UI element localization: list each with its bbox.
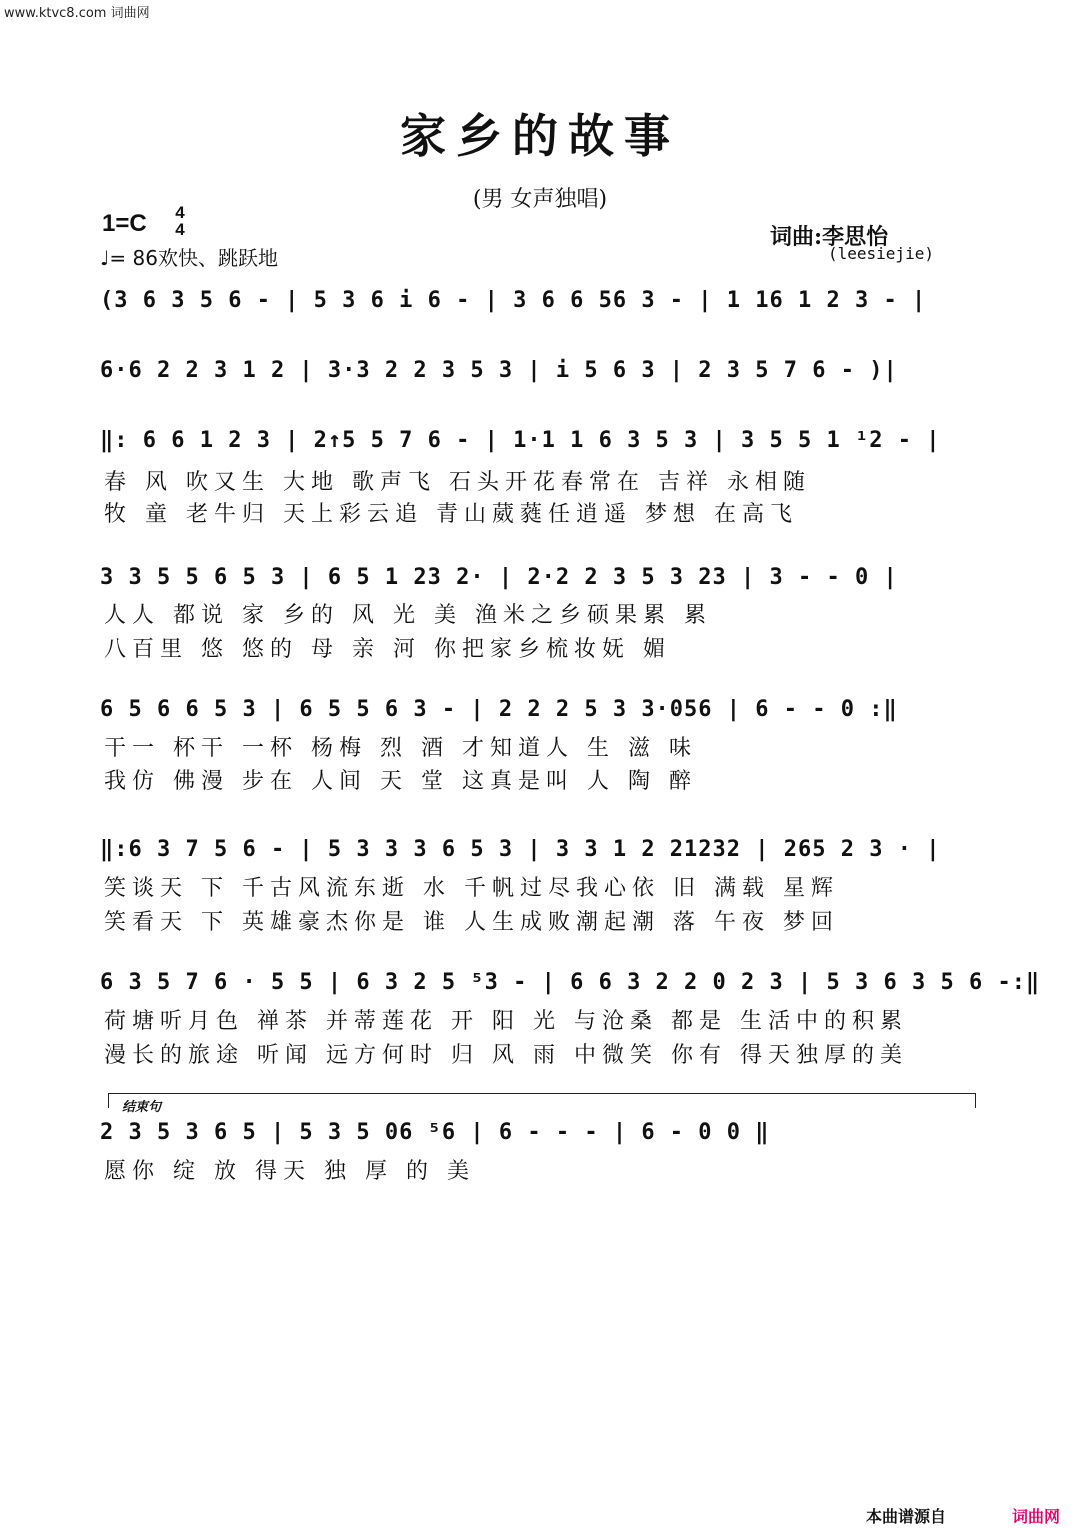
notation-line: ‖:6 3 7 5 6 - | 5 3 3 3 6 5 3 | 3 3 1 2 21232 | 265 2 3 · | bbox=[100, 837, 941, 862]
ending-bracket bbox=[108, 1093, 976, 1108]
lyric-line: 春 风 吹又生 大地 歌声飞 石头开花春常在 吉祥 永相随 bbox=[104, 470, 811, 495]
lyric-line: 干一 杯干 一杯 杨梅 烈 酒 才知道人 生 滋 味 bbox=[104, 736, 697, 761]
time-signature-top: 4 bbox=[175, 203, 185, 222]
ending-label: 结束句 bbox=[122, 1100, 162, 1115]
notation-line: 6 5 6 6 5 3 | 6 5 5 6 3 - | 2 2 2 5 3 3·056 | 6 - - 0 :‖ bbox=[100, 697, 898, 722]
lyric-line: 八百里 悠 悠的 母 亲 河 你把家乡梳妆妩 媚 bbox=[104, 637, 671, 662]
lyric-line: 愿你 绽 放 得天 独 厚 的 美 bbox=[104, 1159, 475, 1184]
notation-line: 6 3 5 7 6 · 5 5 | 6 3 2 5 ⁵3 - | 6 6 3 2 2 0 2 3 | 5 3 6 3 5 6 -:‖ bbox=[100, 970, 1041, 995]
notation-line: 3 3 5 5 6 5 3 | 6 5 1 23 2· | 2·2 2 3 5 3 23 | 3 - - 0 | bbox=[100, 565, 898, 590]
key-signature: 1=C bbox=[102, 210, 147, 237]
notation-line: ‖: 6 6 1 2 3 | 2↑5 5 7 6 - | 1·1 1 6 3 5 3 | 3 5 5 1 ¹2 - | bbox=[100, 428, 941, 453]
lyric-line: 牧 童 老牛归 天上彩云追 青山葳蕤任逍遥 梦想 在高飞 bbox=[104, 502, 798, 527]
song-subtitle: (男 女声独唱) bbox=[472, 187, 608, 212]
song-title: 家乡的故事 bbox=[400, 109, 680, 163]
notation-line: 6·6 2 2 3 1 2 | 3·3 2 2 3 5 3 | i 5 6 3 | 2 3 5 7 6 - )| bbox=[100, 358, 898, 383]
footer-source-text: 本曲谱源自 bbox=[866, 1507, 947, 1526]
lyric-line: 笑谈天 下 千古风流东逝 水 千帆过尽我心依 旧 满载 星辉 bbox=[104, 876, 839, 901]
notation-line: 2 3 5 3 6 5 | 5 3 5 06 ⁵6 | 6 - - - | 6 - 0 0 ‖ bbox=[100, 1120, 770, 1145]
footer-site-link[interactable]: 词曲网 bbox=[1012, 1507, 1061, 1526]
lyric-line: 人人 都说 家 乡的 风 光 美 渔米之乡硕果累 累 bbox=[104, 603, 712, 628]
time-signature bbox=[170, 204, 190, 238]
notation-line: (3 6 3 5 6 - | 5 3 6 i 6 - | 3 6 6 56 3 - | 1 16 1 2 3 - | bbox=[100, 288, 927, 313]
lyric-line: 漫长的旅途 听闻 远方何时 归 风 雨 中微笑 你有 得天独厚的美 bbox=[104, 1043, 908, 1068]
composer-alias: (leesiejie) bbox=[828, 244, 934, 263]
lyric-line: 我仿 佛漫 步在 人间 天 堂 这真是叫 人 陶 醉 bbox=[104, 769, 697, 794]
watermark: www.ktvc8.com 词曲网 bbox=[4, 6, 150, 21]
lyric-line: 笑看天 下 英雄豪杰你是 谁 人生成败潮起潮 落 午夜 梦回 bbox=[104, 910, 839, 935]
tempo-marking: ♩= 86欢快、跳跃地 bbox=[100, 246, 278, 270]
time-signature-bottom: 4 bbox=[175, 220, 185, 239]
lyric-line: 荷塘听月色 禅茶 并蒂莲花 开 阳 光 与沧桑 都是 生活中的积累 bbox=[104, 1009, 908, 1034]
composer-credit: 词曲:李思怡 bbox=[770, 224, 889, 250]
